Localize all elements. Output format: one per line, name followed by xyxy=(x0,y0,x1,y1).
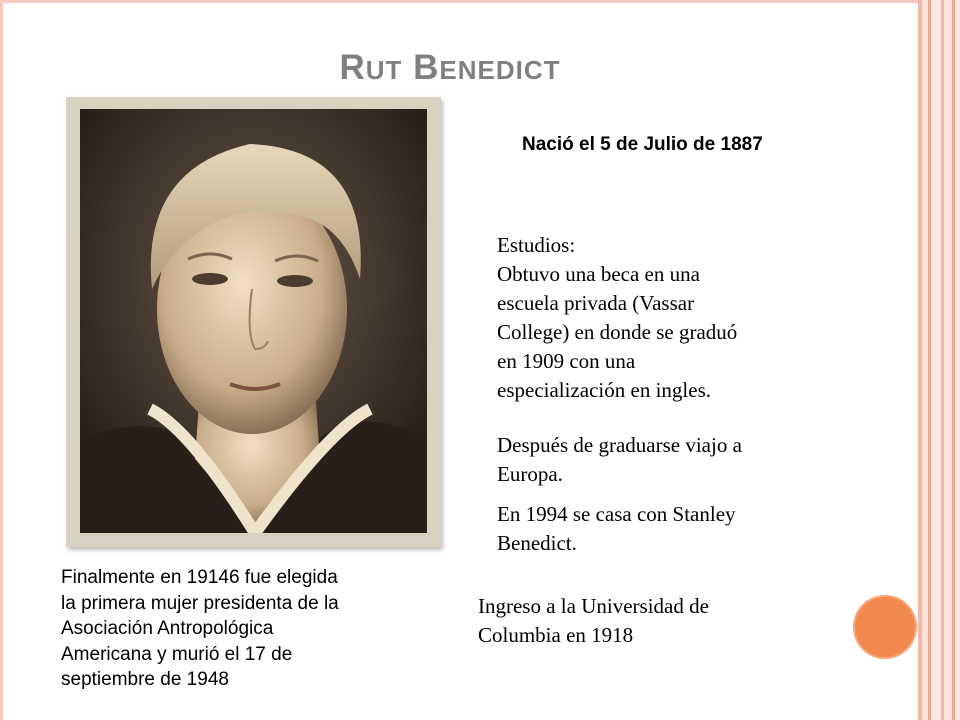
slide-title: RUT BENEDICT xyxy=(339,48,561,87)
university-line: Columbia en 1918 xyxy=(478,623,634,647)
studies-line: Obtuvo una beca en una xyxy=(497,262,700,286)
marriage-line: Benedict. xyxy=(497,531,577,555)
final-line: Finalmente en 19146 fue elegida xyxy=(61,567,338,588)
final-line: la primera mujer presidenta de la xyxy=(61,592,339,614)
decorative-stripes xyxy=(918,0,960,720)
travel-line: Después de graduarse viajo a xyxy=(497,433,742,457)
studies-line: en 1909 con una xyxy=(497,349,636,373)
marriage-paragraph xyxy=(497,500,837,558)
studies-line: escuela privada (Vassar xyxy=(497,291,695,315)
university-line: Ingreso a la Universidad de xyxy=(478,594,709,618)
studies-line: College) en donde se graduó xyxy=(497,320,738,344)
final-line: Asociación Antropológica xyxy=(61,618,274,639)
travel-paragraph xyxy=(497,431,837,489)
birth-date-text: Nació el 5 de Julio de 1887 xyxy=(522,134,763,155)
orange-circle-icon xyxy=(855,597,915,657)
studies-line: Estudios: xyxy=(497,233,576,257)
studies-line: especialización en ingles. xyxy=(497,378,711,402)
slide-border-top xyxy=(0,0,920,3)
marriage-line: En 1994 se casa con Stanley xyxy=(497,502,736,526)
final-line: septiembre de 1948 xyxy=(61,669,229,690)
studies-paragraph xyxy=(497,231,837,405)
portrait-frame xyxy=(66,97,441,547)
travel-line: Europa. xyxy=(497,462,563,486)
slide-border-left xyxy=(0,0,3,720)
final-paragraph xyxy=(61,565,421,693)
university-paragraph xyxy=(478,592,838,650)
portrait-photo xyxy=(80,109,427,533)
final-line: Americana y murió el 17 de xyxy=(61,643,293,665)
